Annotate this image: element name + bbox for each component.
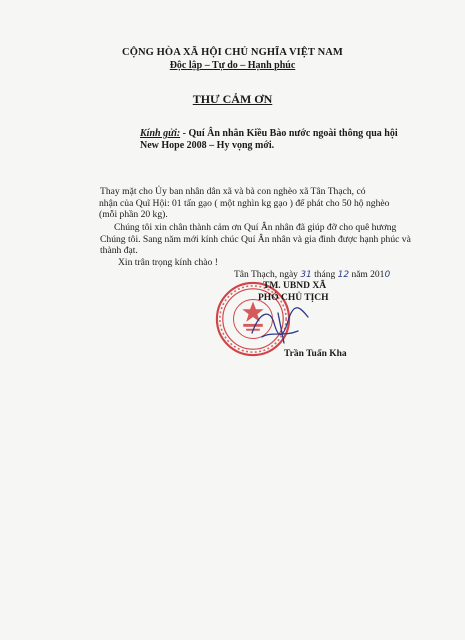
date-year-label: năm 201 [349,270,385,280]
body-p2-line-1: Chúng tôi xin chân thành cảm ơn Quí Ân nhân đã giúp đỡ cho quê hương [114,222,397,233]
body-paragraph-2 [100,222,411,257]
body-paragraph-1 [100,186,389,221]
body-p1-line-3: (mỗi phần 20 kg). [99,209,168,221]
body-p1-line-1: Thay mặt cho Ủy ban nhân dân xã và bà con nghèo xã Tân Thạch, có [100,186,366,197]
closing-line: Xin trân trọng kính chào ! [118,257,218,268]
recipient-line-1 [140,128,398,139]
body-p1-line-2: nhận của Quĩ Hội: 01 tấn gạo ( một nghìn kg gạo ) để phát cho 50 hộ nghèo [99,197,390,209]
letter-title: THƯ CẢM ƠN [192,92,273,106]
nation-heading: CỘNG HÒA XÃ HỘI CHỦ NGHĨA VIỆT NAM [122,47,343,58]
recipient-label: Kính gửi: [140,128,181,139]
recipient-text-1: - Quí Ân nhân Kiều Bào nước ngoài thông qua hội [180,128,398,139]
body-p2-line-2: Chúng tôi. Sang năm mới kính chúc Quí Ân nhân và gia đình được hạnh phúc và [100,233,411,245]
motto-heading: Độc lập – Tự do – Hạnh phúc [169,60,296,71]
signature-org: TM. UBND XÃ [263,281,327,291]
handwritten-signature-icon [248,303,316,347]
recipient-line-2: New Hope 2008 – Hy vọng mới. [140,140,275,151]
date-year-handwritten: 0 [384,270,391,280]
date-month-handwritten: 12 [337,270,350,280]
body-p2-line-3: thành đạt. [100,245,138,257]
date-line [234,270,390,280]
date-place: Tân Thạch, ngày [234,270,301,280]
signature-position: PHÓ CHỦ TỊCH [258,293,329,303]
signer-name: Trần Tuấn Kha [284,349,347,359]
date-day-handwritten: 31 [300,270,312,280]
date-month-label: tháng [311,270,338,280]
